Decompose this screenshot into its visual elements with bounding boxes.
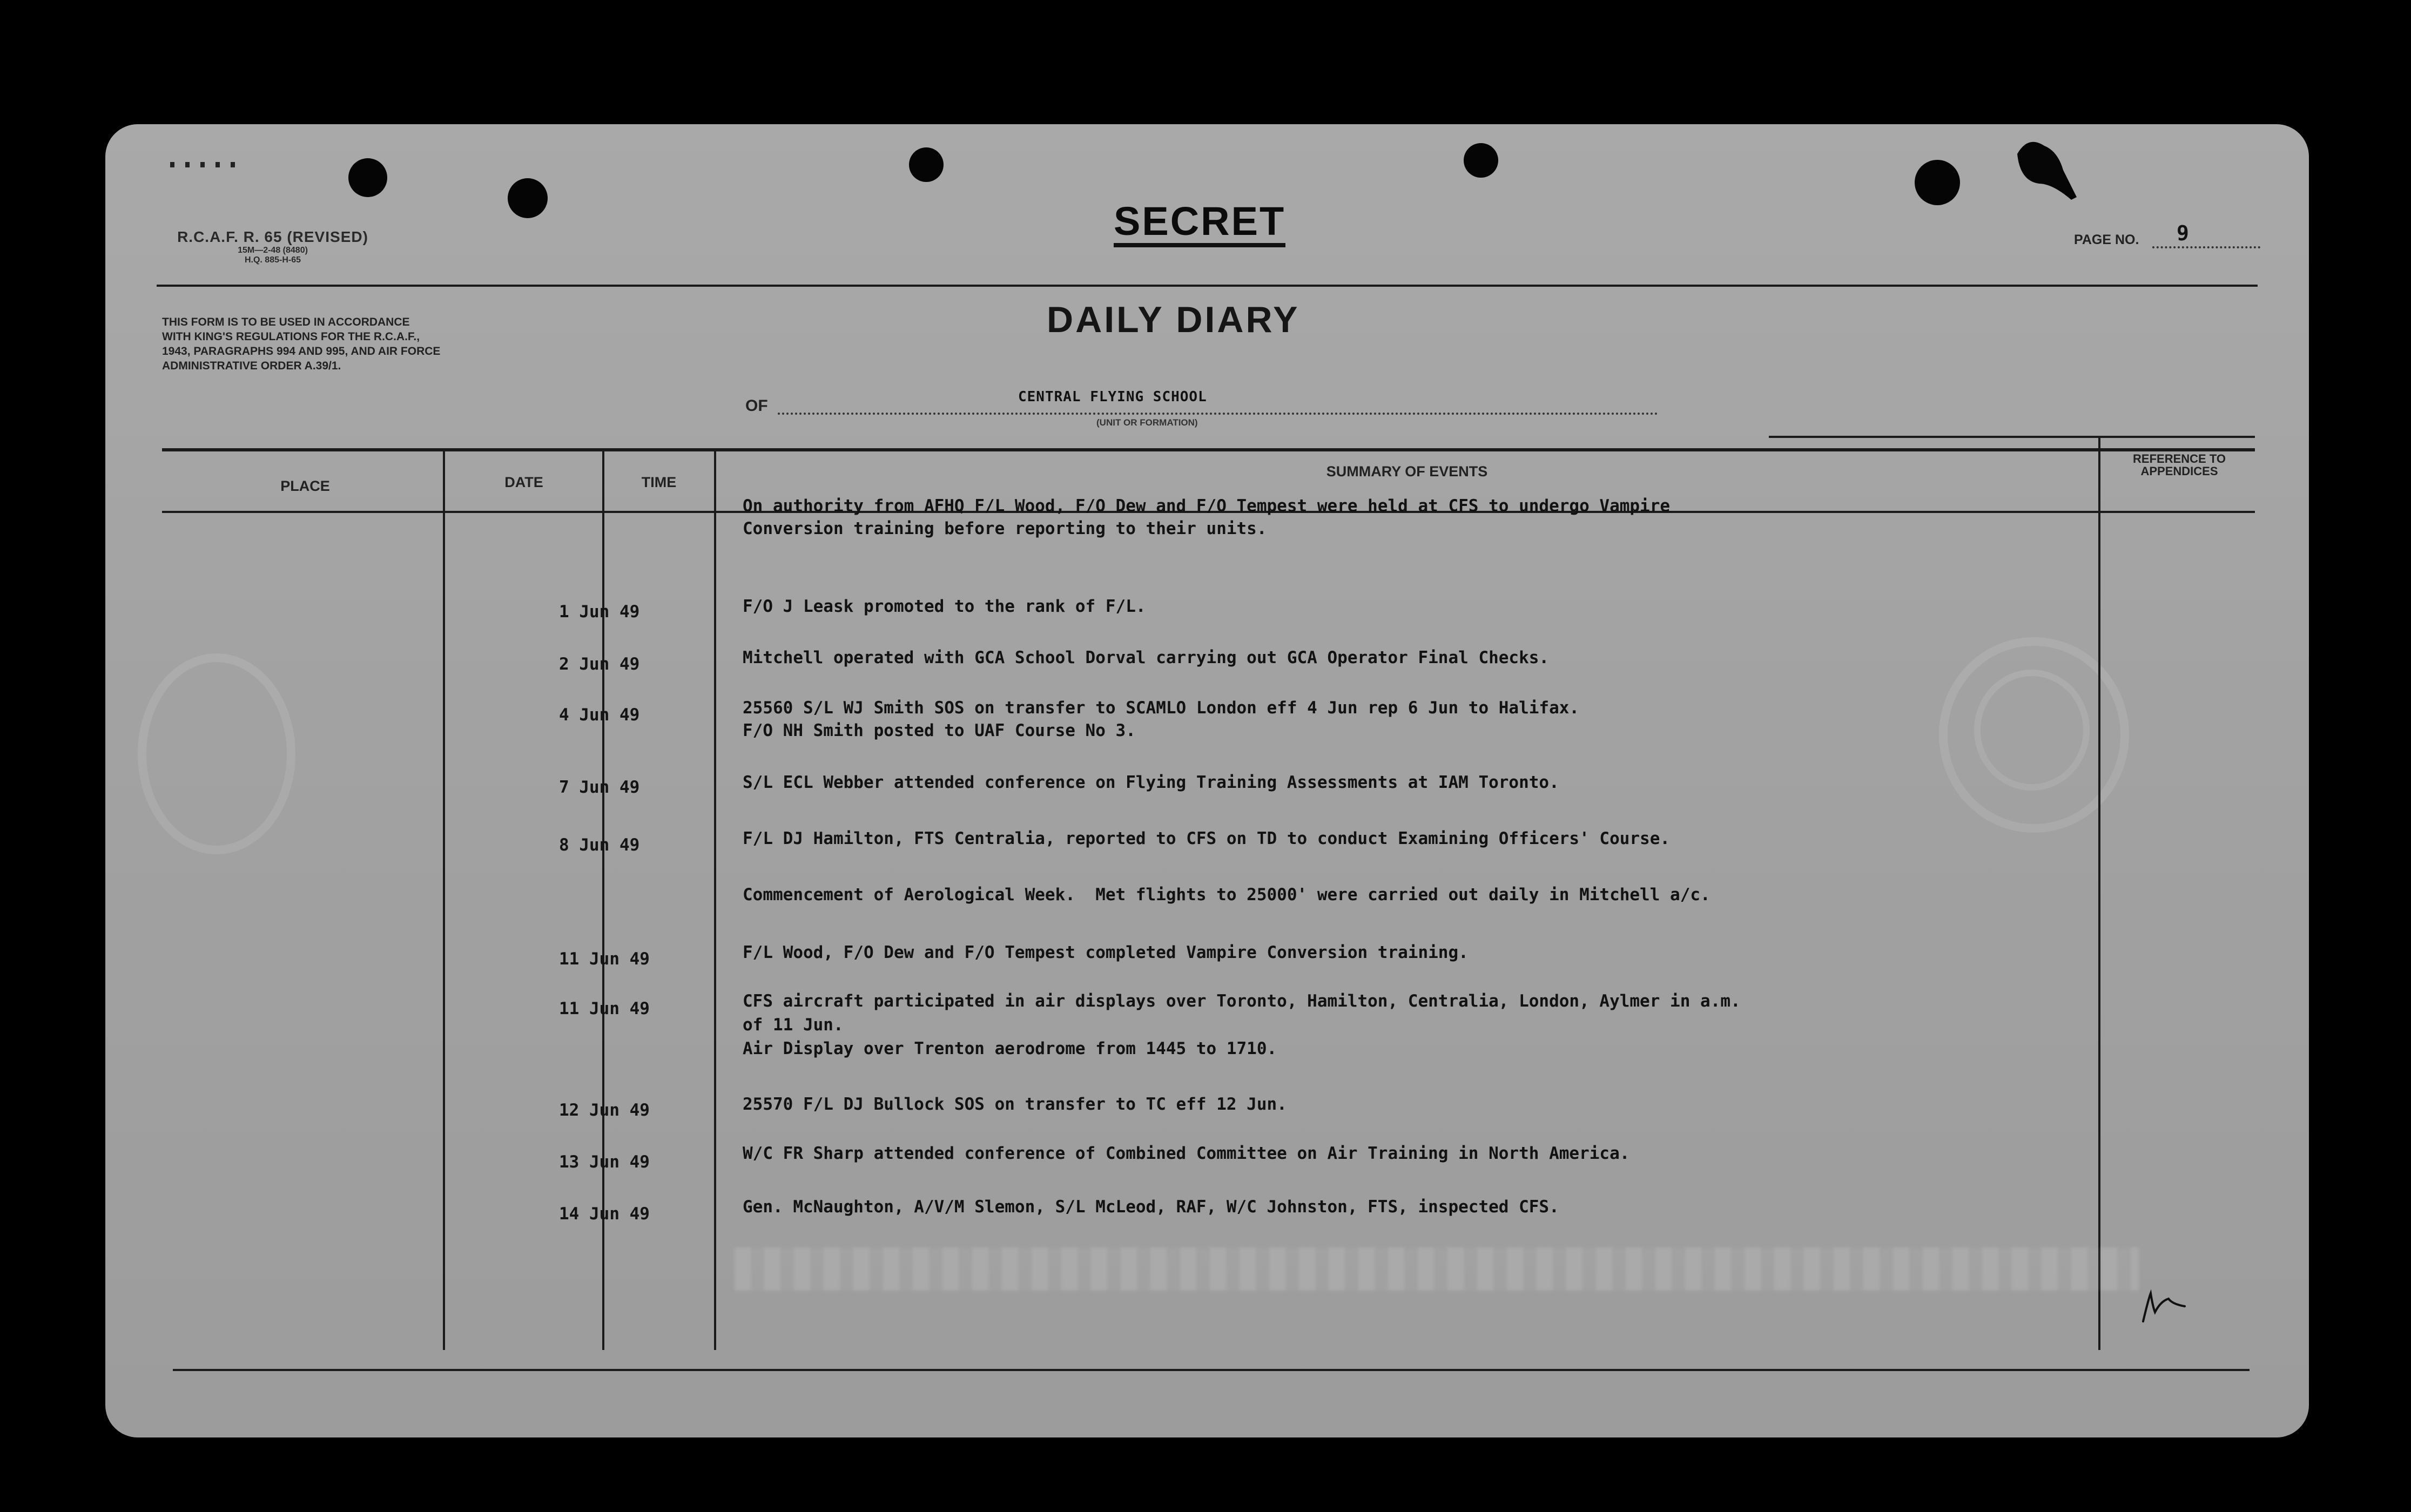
entry-date: 4 Jun 49 [559,705,640,725]
column-header-reference [2101,453,2258,477]
entry-date: 13 Jun 49 [559,1152,650,1172]
entry-date: 2 Jun 49 [559,654,640,674]
table-bottom-rule [173,1369,2250,1371]
entry-summary: W/C FR Sharp attended conference of Combined Committee on Air Training in North America. [743,1144,1630,1163]
entry-summary: On authority from AFHQ F/L Wood, F/O Dew and F/O Tempest were held at CFS to undergo Vampire Conversion training before reporting to their units. [743,496,1671,538]
notice-line: ADMINISTRATIVE ORDER A.39/1. [162,360,341,372]
corner-specks [170,162,246,167]
punch-hole [909,147,944,182]
header-rule [157,285,2258,287]
page-number-value: 9 [2177,221,2189,245]
page-title: DAILY DIARY [1047,299,1300,340]
table-top-rule [162,448,2255,451]
notice-line: 1943, PARAGRAPHS 994 AND 995, AND AIR FORCE [162,345,441,357]
classification-heading: SECRET [1114,200,1285,247]
form-number: R.C.A.F. R. 65 (REVISED) [177,228,368,245]
column-header-summary: SUMMARY OF EVENTS [1326,463,1488,480]
entry-summary: 25560 S/L WJ Smith SOS on transfer to SCAMLO London eff 4 Jun rep 6 Jun to Halifax. F/O NH Smith posted to UAF Course No 3. [743,698,1580,740]
column-divider [714,448,716,1350]
entry-summary: F/O J Leask promoted to the rank of F/L. [743,597,1146,616]
page-number-label: PAGE NO. [2074,232,2139,247]
entry-summary: F/L Wood, F/O Dew and F/O Tempest completed Vampire Conversion training. [743,943,1469,962]
column-header-time: TIME [641,474,677,490]
entry-date: 12 Jun 49 [559,1101,650,1120]
entry-summary: Mitchell operated with GCA School Dorval carrying out GCA Operator Final Checks. [743,648,1550,667]
faint-bleed-through [735,1247,2139,1291]
form-reference [159,228,386,265]
entry-summary: Gen. McNaughton, A/V/M Slemon, S/L McLeod, RAF, W/C Johnston, FTS, inspected CFS. [743,1197,1559,1217]
diary-sheet [105,124,2309,1437]
stamp-left [138,653,295,854]
header-rule-right [1769,436,2255,438]
unit-line [778,410,1658,415]
of-label: OF [745,397,768,415]
entry-date: 11 Jun 49 [559,999,650,1018]
punch-hole [508,178,548,218]
entry-date: 11 Jun 49 [559,949,650,969]
page-number-line [2152,244,2260,248]
column-header-date: DATE [504,474,543,490]
regulation-notice [162,315,573,373]
column-divider [443,448,445,1350]
entry-date: 14 Jun 49 [559,1204,650,1224]
reference-header-line: APPENDICES [2140,464,2218,478]
notice-line: THIS FORM IS TO BE USED IN ACCORDANCE [162,316,410,328]
reference-header-line: REFERENCE TO [2133,452,2226,465]
unit-caption: (UNIT OR FORMATION) [1096,417,1198,428]
notice-line: WITH KING'S REGULATIONS FOR THE R.C.A.F., [162,330,420,343]
entry-summary: 25570 F/L DJ Bullock SOS on transfer to TC eff 12 Jun. [743,1095,1287,1114]
entry-summary: CFS aircraft participated in air displays over Toronto, Hamilton, Centralia, London, Aylmer in a.m. of 11 Jun. Air Display over Trenton aerodrome from 1445 to 1710. [743,991,1741,1058]
form-print-code: 15M—2-48 (8480) [238,246,308,255]
entry-date: 7 Jun 49 [559,778,640,797]
column-header-place: PLACE [280,478,330,494]
torn-hole [2006,132,2087,213]
entry-summary: S/L ECL Webber attended conference on Flying Training Assessments at IAM Toronto. [743,773,1559,792]
unit-name: CENTRAL FLYING SCHOOL [1018,389,1207,405]
punch-hole [348,158,387,197]
entry-summary: Commencement of Aerological Week. Met flights to 25000' were carried out daily in Mitchell a/c. [743,885,1710,905]
entry-date: 1 Jun 49 [559,602,640,622]
form-hq-code: H.Q. 885-H-65 [244,255,301,265]
entry-summary: F/L DJ Hamilton, FTS Centralia, reported to CFS on TD to conduct Examining Officers' Course. [743,829,1671,848]
punch-hole [1464,143,1498,178]
handwritten-initials [2139,1288,2187,1326]
punch-hole [1915,160,1960,205]
entry-date: 8 Jun 49 [559,835,640,855]
